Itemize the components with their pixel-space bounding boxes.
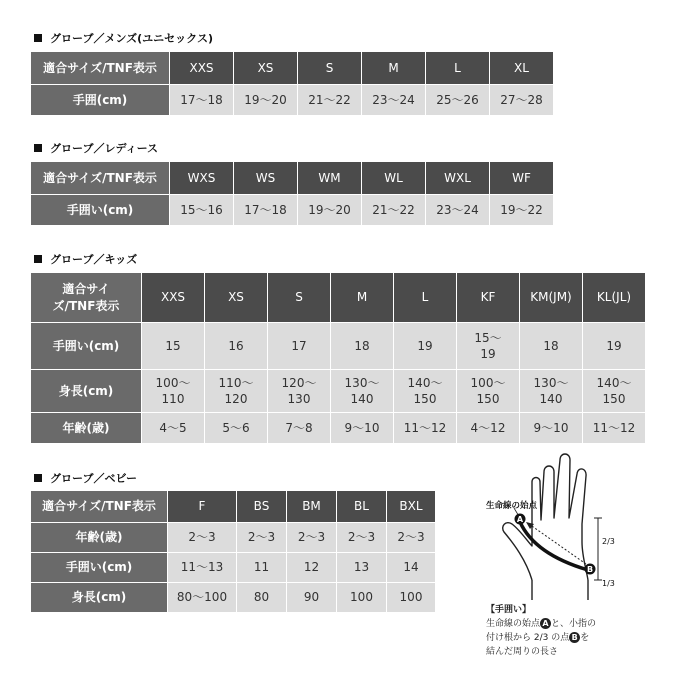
row-label-cell: 手囲い(cm) <box>31 195 170 226</box>
value-line: 18 <box>354 338 370 353</box>
caption-text: 生命線の始点 <box>486 619 541 629</box>
value-line: 140 <box>539 392 563 406</box>
value-cell: 19〜20 <box>298 195 362 226</box>
value-cell: 23〜24 <box>362 85 426 116</box>
value-line: 100〜 <box>155 375 191 390</box>
value-line: 150 <box>602 392 626 406</box>
row-label-cell: 身長(cm) <box>31 370 142 413</box>
size-header-cell: S <box>268 273 331 323</box>
value-line: 140 <box>350 392 374 406</box>
ratio-lower-label: 1/3 <box>602 579 615 588</box>
caption-title: 【手囲い】 <box>486 605 532 615</box>
value-cell <box>331 413 394 444</box>
value-cell <box>268 323 331 370</box>
value-cell: 2〜3 <box>287 523 337 553</box>
value-cell: 15〜16 <box>170 195 234 226</box>
square-bullet-icon <box>34 255 42 263</box>
table-row <box>31 523 436 553</box>
section-title-kids <box>34 251 137 267</box>
value-cell: 2〜3 <box>168 523 237 553</box>
value-cell: 23〜24 <box>426 195 490 226</box>
ratio-upper-label: 2/3 <box>602 537 615 546</box>
table-row <box>31 85 554 116</box>
arrow-head-icon <box>526 522 534 529</box>
header-label-line: ズ/TNF表示 <box>52 298 120 313</box>
value-line: 4〜5 <box>159 420 187 435</box>
value-line: 16 <box>228 338 244 353</box>
value-line: 15〜 <box>474 330 502 345</box>
table-row <box>31 195 554 226</box>
size-header-cell: BM <box>287 491 337 523</box>
value-line: 130 <box>287 392 311 406</box>
value-cell <box>268 370 331 413</box>
size-header-cell: WF <box>490 162 554 195</box>
table-row <box>31 323 646 370</box>
row-label-cell: 手囲(cm) <box>31 85 170 116</box>
value-cell: 17〜18 <box>234 195 298 226</box>
square-bullet-icon <box>34 34 42 42</box>
life-line <box>520 522 588 570</box>
value-cell: 14 <box>387 553 436 583</box>
value-cell <box>583 370 646 413</box>
badge-b-icon: B <box>569 632 580 643</box>
section-title-ladies <box>34 140 158 156</box>
value-cell: 19〜20 <box>234 85 298 116</box>
size-header-cell: XS <box>205 273 268 323</box>
badge-a-letter: A <box>516 515 524 524</box>
value-cell <box>457 370 520 413</box>
header-label-cell: 適合サイズ/TNF表示 <box>31 162 170 195</box>
value-line: 150 <box>476 392 500 406</box>
value-cell <box>457 323 520 370</box>
value-cell: 17〜18 <box>170 85 234 116</box>
size-header-cell: KF <box>457 273 520 323</box>
caption-text: と、小指の <box>551 619 597 629</box>
size-header-cell: WXL <box>426 162 490 195</box>
value-cell <box>394 323 457 370</box>
section-title-text: グローブ／メンズ(ユニセックス) <box>50 32 214 45</box>
row-label-cell: 年齢(歳) <box>31 413 142 444</box>
value-cell <box>394 370 457 413</box>
square-bullet-icon <box>34 474 42 482</box>
value-cell <box>205 323 268 370</box>
value-cell: 2〜3 <box>387 523 436 553</box>
value-cell <box>583 323 646 370</box>
value-cell: 2〜3 <box>237 523 287 553</box>
value-cell: 80 <box>237 583 287 613</box>
value-line: 110 <box>161 392 185 406</box>
value-line: 9〜10 <box>344 420 380 435</box>
size-header-cell: XL <box>490 52 554 85</box>
value-line: 100〜 <box>470 375 506 390</box>
value-cell: 2〜3 <box>337 523 387 553</box>
value-cell: 90 <box>287 583 337 613</box>
value-cell: 11〜13 <box>168 553 237 583</box>
value-cell <box>520 370 583 413</box>
value-cell: 11 <box>237 553 287 583</box>
value-line: 120〜 <box>281 375 317 390</box>
value-cell: 27〜28 <box>490 85 554 116</box>
value-line: 11〜12 <box>403 420 447 435</box>
size-header-cell: WS <box>234 162 298 195</box>
size-header-cell: WL <box>362 162 426 195</box>
value-line: 130〜 <box>533 375 569 390</box>
size-header-cell: XS <box>234 52 298 85</box>
caption-text: 付け根から 2/3 の点 <box>486 633 570 643</box>
value-line: 4〜12 <box>470 420 506 435</box>
size-header-cell: XXS <box>170 52 234 85</box>
table-row <box>31 553 436 583</box>
value-cell: 13 <box>337 553 387 583</box>
value-line: 11〜12 <box>592 420 636 435</box>
value-cell: 80〜100 <box>168 583 237 613</box>
value-cell <box>331 370 394 413</box>
value-line: 7〜8 <box>285 420 313 435</box>
hand-circumference-caption <box>486 603 676 659</box>
hand-measurement-diagram <box>474 452 674 602</box>
row-label-cell: 手囲い(cm) <box>31 553 168 583</box>
value-cell: 25〜26 <box>426 85 490 116</box>
row-label-cell: 手囲い(cm) <box>31 323 142 370</box>
value-cell <box>457 413 520 444</box>
table-row <box>31 413 646 444</box>
value-line: 140〜 <box>407 375 443 390</box>
value-line: 17 <box>291 338 307 353</box>
square-bullet-icon <box>34 144 42 152</box>
value-line: 9〜10 <box>533 420 569 435</box>
section-title-text: グローブ／ベビー <box>50 472 138 485</box>
value-cell <box>142 370 205 413</box>
value-line: 140〜 <box>596 375 632 390</box>
size-header-cell: XXS <box>142 273 205 323</box>
size-header-cell: BS <box>237 491 287 523</box>
value-cell <box>268 413 331 444</box>
value-line: 5〜6 <box>222 420 250 435</box>
value-line: 130〜 <box>344 375 380 390</box>
row-label-cell: 年齢(歳) <box>31 523 168 553</box>
caption-text: を <box>580 633 590 643</box>
value-cell <box>205 413 268 444</box>
size-header-cell: BL <box>337 491 387 523</box>
section-title-text: グローブ／キッズ <box>50 253 138 266</box>
value-line: 18 <box>543 338 559 353</box>
size-header-cell: BXL <box>387 491 436 523</box>
size-table-mens <box>30 51 554 116</box>
value-cell: 100 <box>337 583 387 613</box>
value-line: 19 <box>480 347 496 361</box>
value-line: 110〜 <box>218 375 254 390</box>
header-label-cell <box>31 273 142 323</box>
value-cell <box>205 370 268 413</box>
value-line: 19 <box>606 338 622 353</box>
size-header-cell: WM <box>298 162 362 195</box>
value-cell <box>331 323 394 370</box>
size-header-cell: KM(JM) <box>520 273 583 323</box>
size-table-baby <box>30 490 436 613</box>
table-row <box>31 583 436 613</box>
badge-a-icon: A <box>540 618 551 629</box>
value-line: 15 <box>165 338 181 353</box>
value-cell: 21〜22 <box>298 85 362 116</box>
size-header-cell: S <box>298 52 362 85</box>
size-header-cell: M <box>331 273 394 323</box>
section-title-text: グローブ／レディース <box>50 142 159 155</box>
value-cell: 100 <box>387 583 436 613</box>
row-label-cell: 身長(cm) <box>31 583 168 613</box>
size-header-cell: L <box>426 52 490 85</box>
table-row <box>31 370 646 413</box>
value-cell <box>583 413 646 444</box>
section-title-baby <box>34 470 137 486</box>
life-line-start-label: 生命線の始点 <box>486 501 538 511</box>
value-cell: 12 <box>287 553 337 583</box>
size-header-cell: KL(JL) <box>583 273 646 323</box>
value-cell <box>520 323 583 370</box>
value-line: 150 <box>413 392 437 406</box>
size-table-ladies <box>30 161 554 226</box>
badge-b-letter: B <box>586 565 594 574</box>
value-cell: 21〜22 <box>362 195 426 226</box>
header-label-cell: 適合サイズ/TNF表示 <box>31 52 170 85</box>
value-cell <box>142 413 205 444</box>
value-cell <box>520 413 583 444</box>
size-header-cell: M <box>362 52 426 85</box>
value-line: 19 <box>417 338 433 353</box>
size-table-kids <box>30 272 646 444</box>
section-title-mens <box>34 30 213 46</box>
caption-text: 結んだ周りの長さ <box>486 647 559 657</box>
header-label-line: 適合サイ <box>62 282 110 297</box>
value-line: 120 <box>224 392 248 406</box>
value-cell: 19〜22 <box>490 195 554 226</box>
value-cell <box>394 413 457 444</box>
header-label-cell: 適合サイズ/TNF表示 <box>31 491 168 523</box>
size-header-cell: L <box>394 273 457 323</box>
value-cell <box>142 323 205 370</box>
size-header-cell: WXS <box>170 162 234 195</box>
size-header-cell: F <box>168 491 237 523</box>
